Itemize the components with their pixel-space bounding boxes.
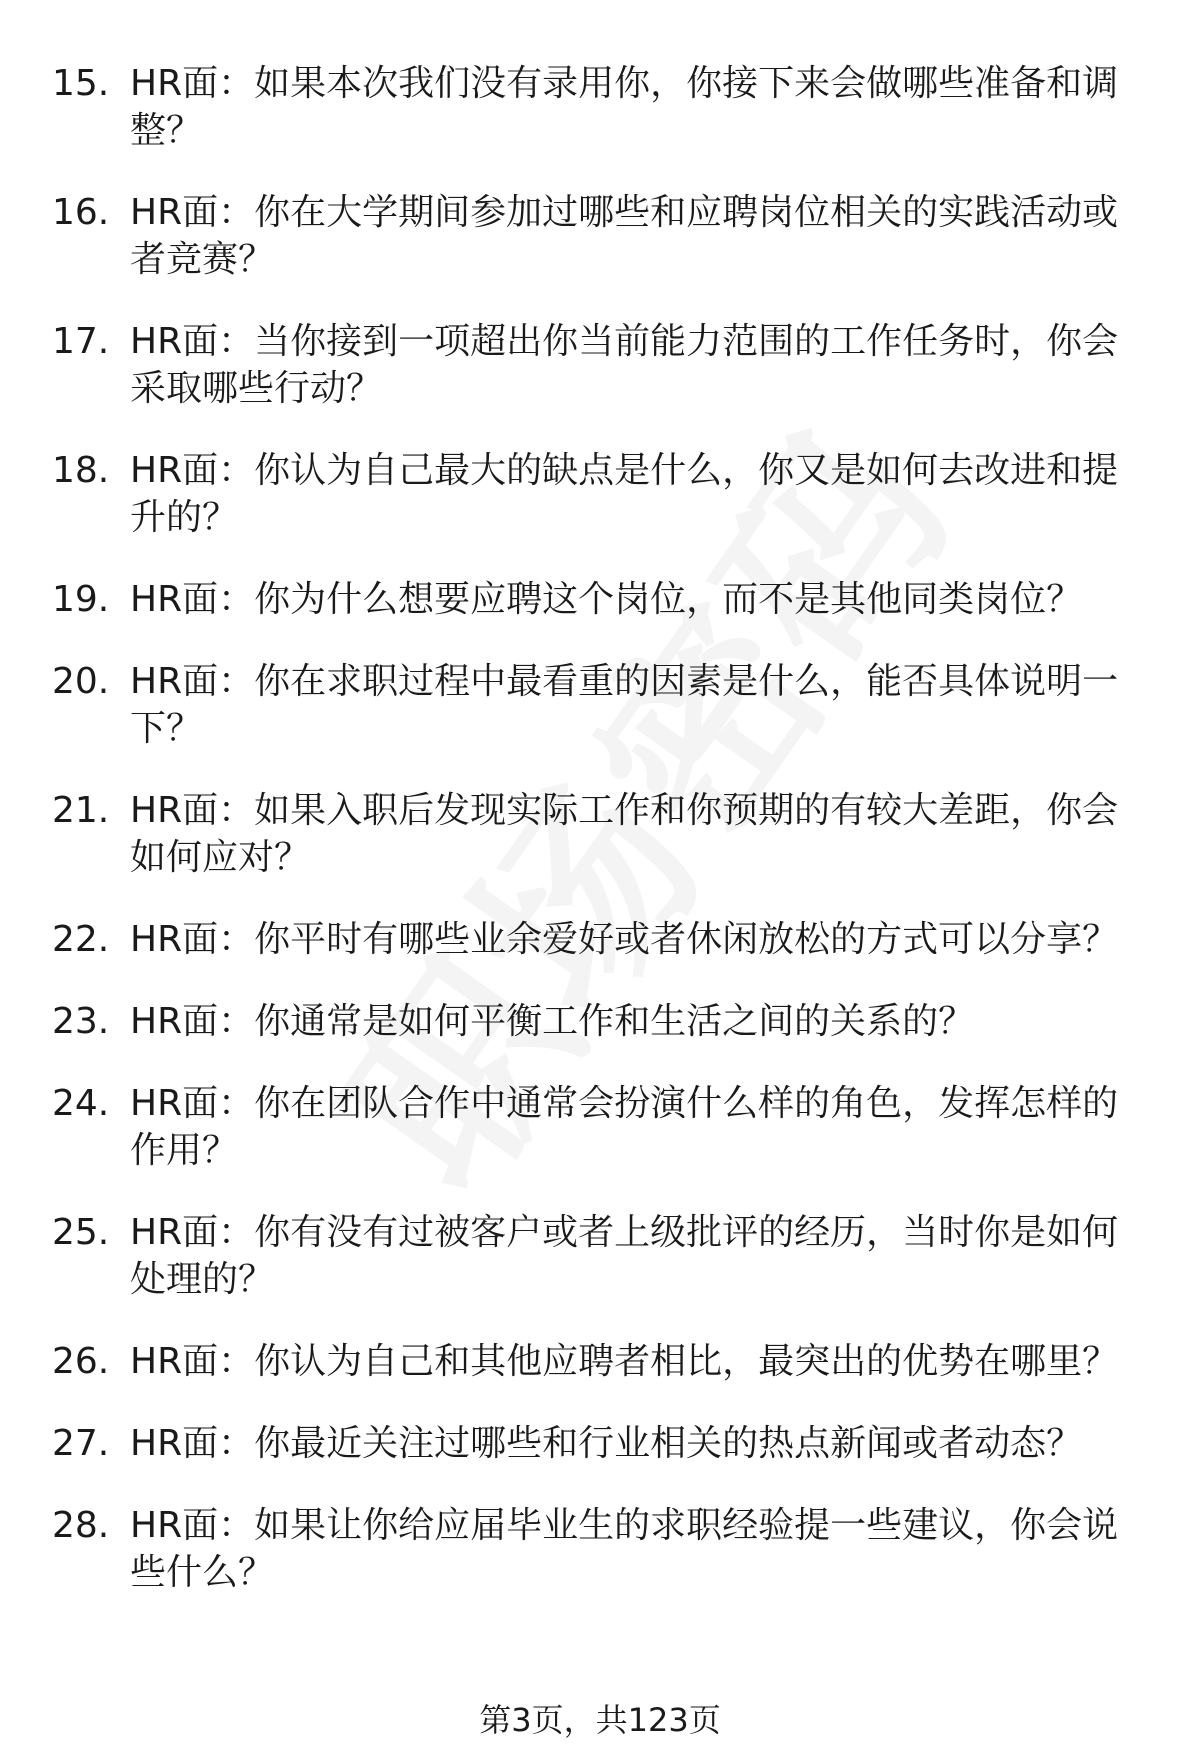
question-item xyxy=(0,447,1200,541)
question-number: 18. xyxy=(52,450,110,491)
question-text: HR面：你有没有过被客户或者上级批评的经历，当时你是如何处理的？ xyxy=(130,1212,1119,1300)
question-text: HR面：你最近关注过哪些和行业相关的热点新闻或者动态？ xyxy=(130,1423,1083,1464)
question-text: HR面：你为什么想要应聘这个岗位，而不是其他同类岗位？ xyxy=(130,579,1083,620)
question-number: 20. xyxy=(52,661,110,702)
question-text: HR面：如果入职后发现实际工作和你预期的有较大差距，你会如何应对？ xyxy=(130,790,1119,878)
page-footer xyxy=(0,1700,1200,1740)
question-item xyxy=(0,916,1200,963)
question-text: HR面：你认为自己和其他应聘者相比，最突出的优势在哪里？ xyxy=(130,1341,1119,1382)
question-item xyxy=(0,1420,1200,1467)
question-text: HR面：如果让你给应届毕业生的求职经验提一些建议，你会说些什么？ xyxy=(130,1505,1119,1593)
question-text: HR面：你通常是如何平衡工作和生活之间的关系的？ xyxy=(130,1001,975,1042)
question-number: 21. xyxy=(52,790,110,831)
question-text: HR面：如果本次我们没有录用你，你接下来会做哪些准备和调整？ xyxy=(130,63,1119,151)
question-number: 24. xyxy=(52,1083,110,1124)
question-text: HR面：你认为自己最大的缺点是什么，你又是如何去改进和提升的？ xyxy=(130,450,1119,538)
question-item xyxy=(0,576,1200,623)
question-item xyxy=(0,998,1200,1045)
question-number: 15. xyxy=(52,63,110,104)
question-list xyxy=(0,60,1200,1631)
question-number: 26. xyxy=(52,1341,110,1382)
question-text: HR面：当你接到一项超出你当前能力范围的工作任务时，你会采取哪些行动？ xyxy=(130,321,1119,409)
question-item xyxy=(0,1209,1200,1303)
question-number: 28. xyxy=(52,1505,110,1546)
question-item xyxy=(0,189,1200,283)
question-item xyxy=(0,787,1200,881)
question-item xyxy=(0,658,1200,752)
question-text: HR面：你平时有哪些业余爱好或者休闲放松的方式可以分享？ xyxy=(130,919,1119,960)
question-item xyxy=(0,318,1200,412)
question-number: 19. xyxy=(52,579,110,620)
question-item xyxy=(0,1502,1200,1596)
question-text: HR面：你在求职过程中最看重的因素是什么，能否具体说明一下？ xyxy=(130,661,1119,749)
question-text: HR面：你在团队合作中通常会扮演什么样的角色，发挥怎样的作用？ xyxy=(130,1083,1119,1171)
question-number: 23. xyxy=(52,1001,110,1042)
question-text: HR面：你在大学期间参加过哪些和应聘岗位相关的实践活动或者竞赛？ xyxy=(130,192,1119,280)
question-number: 17. xyxy=(52,321,110,362)
question-item xyxy=(0,60,1200,154)
question-item xyxy=(0,1080,1200,1174)
question-number: 22. xyxy=(52,919,110,960)
question-number: 16. xyxy=(52,192,110,233)
question-number: 25. xyxy=(52,1212,110,1253)
question-item xyxy=(0,1338,1200,1385)
page-number-label: 第3页，共123页 xyxy=(479,1701,721,1739)
question-number: 27. xyxy=(52,1423,110,1464)
